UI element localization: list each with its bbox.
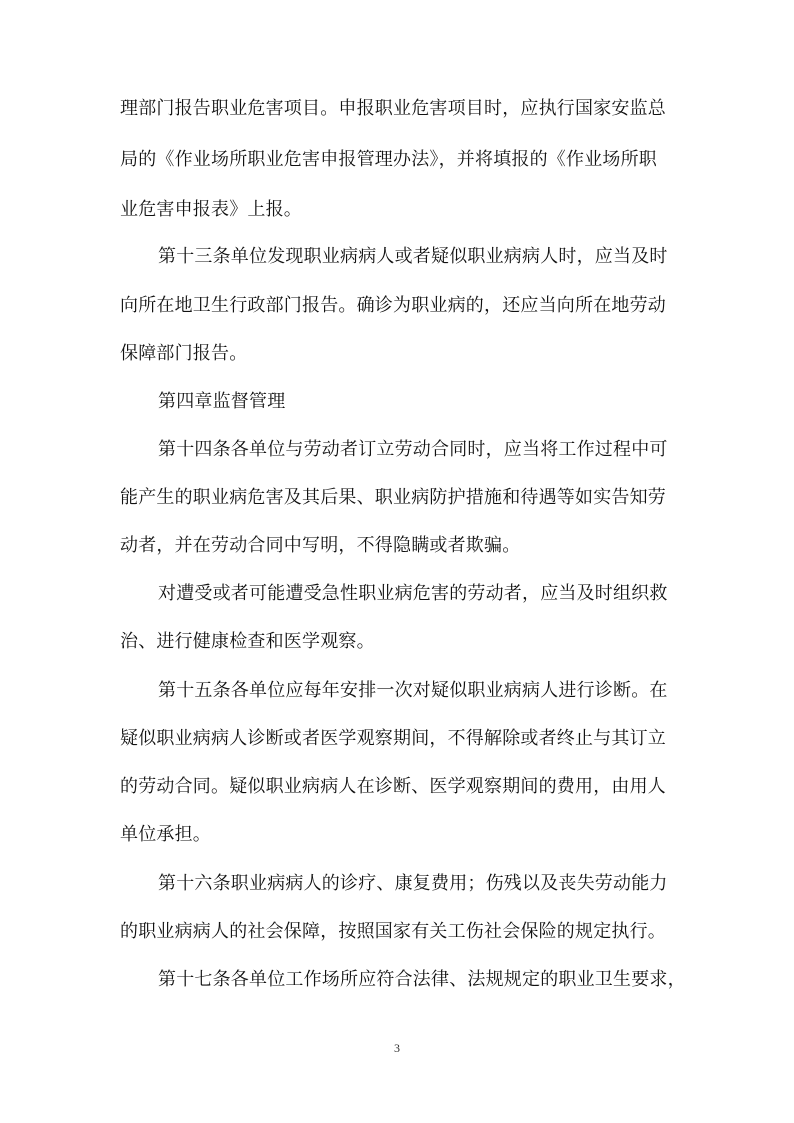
text-line: 能产生的职业病危害及其后果、职业病防护措施和待遇等如实告知劳	[120, 487, 666, 508]
text-line: 理部门报告职业危害项目。申报职业危害项目时，应执行国家安监总	[120, 98, 666, 119]
text-line: 保障部门报告。	[120, 343, 248, 364]
text-line: 第十六条职业病病人的诊疗、康复费用；伤残以及丧失劳动能力	[158, 873, 668, 894]
text-line: 第十五条各单位应每年安排一次对疑似职业病病人进行诊断。在	[158, 680, 668, 701]
text-line: 对遭受或者可能遭受急性职业病危害的劳动者，应当及时组织救	[158, 583, 668, 604]
text-line: 动者，并在劳动合同中写明，不得隐瞒或者欺骗。	[120, 535, 521, 556]
text-line: 第十四条各单位与劳动者订立劳动合同时，应当将工作过程中可	[158, 439, 668, 460]
text-line: 单位承担。	[120, 824, 211, 845]
text-line: 向所在地卫生行政部门报告。确诊为职业病的，还应当向所在地劳动	[120, 295, 666, 316]
text-line: 治、进行健康检查和医学观察。	[120, 631, 375, 652]
page-number: 3	[394, 1041, 400, 1055]
text-line: 第十七条各单位工作场所应符合法律、法规规定的职业卫生要求，	[158, 969, 686, 990]
text-line: 疑似职业病病人诊断或者医学观察期间，不得解除或者终止与其订立	[120, 728, 666, 749]
text-line: 业危害申报表》上报。	[120, 199, 302, 220]
text-line: 第十三条单位发现职业病病人或者疑似职业病病人时，应当及时	[158, 246, 668, 267]
text-line: 的职业病病人的社会保障，按照国家有关工伤社会保险的规定执行。	[120, 921, 666, 942]
chapter-heading: 第四章监督管理	[158, 391, 286, 412]
text-line: 局的《作业场所职业危害申报管理办法》，并将填报的《作业场所职	[120, 149, 657, 170]
text-line: 的劳动合同。疑似职业病病人在诊断、医学观察期间的费用，由用人	[120, 776, 666, 797]
